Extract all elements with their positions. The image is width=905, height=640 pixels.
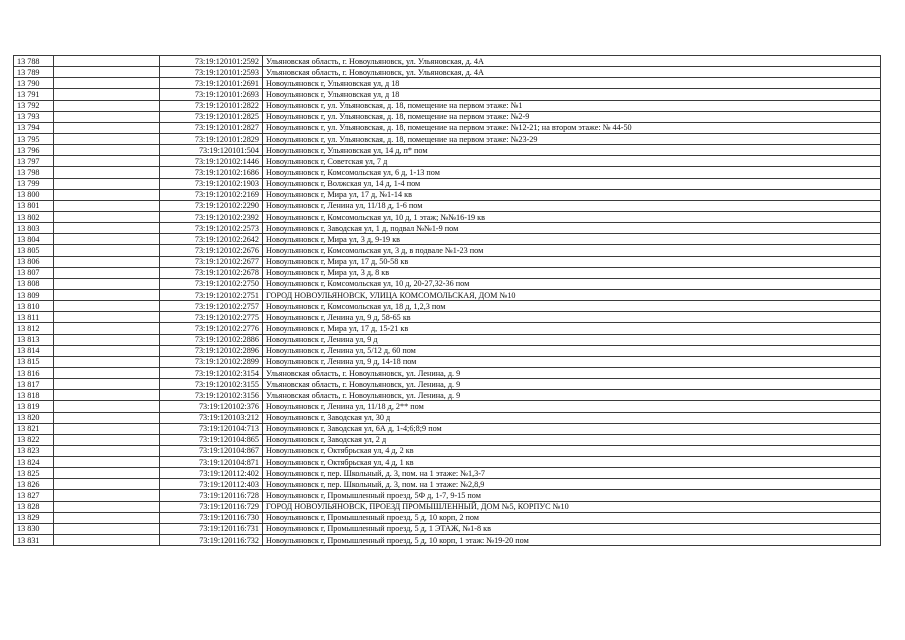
table-row xyxy=(14,234,881,245)
empty-cell xyxy=(54,167,160,178)
row-number-cell: 13 823 xyxy=(14,445,54,456)
empty-cell xyxy=(54,535,160,546)
row-number-cell: 13 822 xyxy=(14,434,54,445)
address-cell: Новоульяновск г, Мира ул, 17 д, 50-58 кв xyxy=(263,256,881,267)
table-row xyxy=(14,501,881,512)
row-number-cell: 13 789 xyxy=(14,67,54,78)
empty-cell xyxy=(54,479,160,490)
cadastral-number-cell: 73:19:120102:2290 xyxy=(160,200,263,211)
empty-cell xyxy=(54,323,160,334)
cadastral-number-cell: 73:19:120102:2775 xyxy=(160,312,263,323)
cadastral-number-cell: 73:19:120102:3155 xyxy=(160,379,263,390)
row-number-cell: 13 820 xyxy=(14,412,54,423)
row-number-cell: 13 815 xyxy=(14,356,54,367)
table-row xyxy=(14,245,881,256)
row-number-cell: 13 805 xyxy=(14,245,54,256)
table-row xyxy=(14,89,881,100)
address-cell: Новоульяновск г, Ленина ул, 11/18 д, 1-6 пом xyxy=(263,200,881,211)
cadastral-number-cell: 73:19:120101:2822 xyxy=(160,100,263,111)
empty-cell xyxy=(54,189,160,200)
row-number-cell: 13 795 xyxy=(14,133,54,144)
cadastral-number-cell: 73:19:120101:2592 xyxy=(160,56,263,67)
cadastral-number-cell: 73:19:120102:2757 xyxy=(160,301,263,312)
address-cell: Новоульяновск г, ул. Ульяновская, д. 18, помещение на первом этаже: №1 xyxy=(263,100,881,111)
table-row xyxy=(14,379,881,390)
table-row xyxy=(14,390,881,401)
address-cell: Новоульяновск г, Волжская ул, 14 д, 1-4 пом xyxy=(263,178,881,189)
row-number-cell: 13 806 xyxy=(14,256,54,267)
cadastral-number-cell: 73:19:120116:729 xyxy=(160,501,263,512)
table-row xyxy=(14,512,881,523)
address-cell: Ульяновская область, г. Новоульяновск, ул. Ленина, д. 9 xyxy=(263,379,881,390)
cadastral-number-cell: 73:19:120102:2678 xyxy=(160,267,263,278)
empty-cell xyxy=(54,468,160,479)
cadastral-number-cell: 73:19:120102:1686 xyxy=(160,167,263,178)
address-cell: Ульяновская область, г. Новоульяновск, ул. Ленина, д. 9 xyxy=(263,390,881,401)
cadastral-number-cell: 73:19:120102:2896 xyxy=(160,345,263,356)
address-cell: Новоульяновск г, Ленина ул, 5/12 д, 60 пом xyxy=(263,345,881,356)
empty-cell xyxy=(54,301,160,312)
empty-cell xyxy=(54,178,160,189)
table-row xyxy=(14,334,881,345)
empty-cell xyxy=(54,334,160,345)
row-number-cell: 13 791 xyxy=(14,89,54,100)
row-number-cell: 13 793 xyxy=(14,111,54,122)
table-row xyxy=(14,535,881,546)
empty-cell xyxy=(54,122,160,133)
cadastral-number-cell: 73:19:120102:3156 xyxy=(160,390,263,401)
row-number-cell: 13 831 xyxy=(14,535,54,546)
empty-cell xyxy=(54,200,160,211)
address-cell: Новоульяновск г, Заводская ул, 1 д, подвал №№1-9 пом xyxy=(263,223,881,234)
address-cell: Новоульяновск г, Ульяновская ул, д 18 xyxy=(263,89,881,100)
row-number-cell: 13 801 xyxy=(14,200,54,211)
row-number-cell: 13 816 xyxy=(14,367,54,378)
table-row xyxy=(14,267,881,278)
cadastral-number-cell: 73:19:120101:2825 xyxy=(160,111,263,122)
table-row xyxy=(14,178,881,189)
empty-cell xyxy=(54,390,160,401)
table-row xyxy=(14,223,881,234)
cadastral-number-cell: 73:19:120116:730 xyxy=(160,512,263,523)
row-number-cell: 13 790 xyxy=(14,78,54,89)
table-row xyxy=(14,468,881,479)
address-cell: Новоульяновск г, Ульяновская ул, 14 д, п* пом xyxy=(263,145,881,156)
empty-cell xyxy=(54,234,160,245)
cadastral-number-cell: 73:19:120104:865 xyxy=(160,434,263,445)
table-row xyxy=(14,356,881,367)
empty-cell xyxy=(54,145,160,156)
table-row xyxy=(14,457,881,468)
cadastral-number-cell: 73:19:120102:2899 xyxy=(160,356,263,367)
empty-cell xyxy=(54,211,160,222)
address-cell: Новоульяновск г, Мира ул, 3 д, 8 кв xyxy=(263,267,881,278)
address-cell: Новоульяновск г, Комсомольская ул, 6 д, 1-13 пом xyxy=(263,167,881,178)
row-number-cell: 13 810 xyxy=(14,301,54,312)
row-number-cell: 13 788 xyxy=(14,56,54,67)
row-number-cell: 13 814 xyxy=(14,345,54,356)
empty-cell xyxy=(54,223,160,234)
address-cell: ГОРОД НОВОУЛЬЯНОВСК, ПРОЕЗД ПРОМЫШЛЕННЫЙ, ДОМ №5, КОРПУС №10 xyxy=(263,501,881,512)
table-row xyxy=(14,111,881,122)
address-cell: Новоульяновск г, Ленина ул, 9 д, 14-18 пом xyxy=(263,356,881,367)
address-cell: Новоульяновск г, Промышленный проезд, 5 д, 10 корп, 1 этаж: №19-20 пом xyxy=(263,535,881,546)
table-row xyxy=(14,67,881,78)
address-cell: Новоульяновск г, Ленина ул, 9 д xyxy=(263,334,881,345)
empty-cell xyxy=(54,445,160,456)
empty-cell xyxy=(54,434,160,445)
table-row xyxy=(14,145,881,156)
cadastral-number-cell: 73:19:120116:732 xyxy=(160,535,263,546)
empty-cell xyxy=(54,501,160,512)
address-cell: Ульяновская область, г. Новоульяновск, ул. Ульяновская, д. 4А xyxy=(263,56,881,67)
empty-cell xyxy=(54,245,160,256)
row-number-cell: 13 803 xyxy=(14,223,54,234)
row-number-cell: 13 802 xyxy=(14,211,54,222)
table-row xyxy=(14,156,881,167)
cadastral-number-cell: 73:19:120102:2750 xyxy=(160,278,263,289)
empty-cell xyxy=(54,67,160,78)
registry-table-body xyxy=(14,56,881,546)
table-row xyxy=(14,200,881,211)
cadastral-number-cell: 73:19:120102:2776 xyxy=(160,323,263,334)
row-number-cell: 13 829 xyxy=(14,512,54,523)
table-row xyxy=(14,490,881,501)
address-cell: Новоульяновск г, Промышленный проезд, 5Ф д, 1-7, 9-15 пом xyxy=(263,490,881,501)
empty-cell xyxy=(54,78,160,89)
empty-cell xyxy=(54,401,160,412)
cadastral-number-cell: 73:19:120101:2829 xyxy=(160,133,263,144)
address-cell: Новоульяновск г, пер. Школьный, д. 3, пом. на 1 этаже: №1,3-7 xyxy=(263,468,881,479)
empty-cell xyxy=(54,379,160,390)
cadastral-number-cell: 73:19:120104:713 xyxy=(160,423,263,434)
cadastral-number-cell: 73:19:120101:2693 xyxy=(160,89,263,100)
address-cell: Новоульяновск г, Комсомольская ул, 10 д, 1 этаж; №№16-19 кв xyxy=(263,211,881,222)
row-number-cell: 13 804 xyxy=(14,234,54,245)
address-cell: ГОРОД НОВОУЛЬЯНОВСК, УЛИЦА КОМСОМОЛЬСКАЯ, ДОМ №10 xyxy=(263,289,881,300)
table-row xyxy=(14,301,881,312)
row-number-cell: 13 830 xyxy=(14,523,54,534)
empty-cell xyxy=(54,256,160,267)
row-number-cell: 13 799 xyxy=(14,178,54,189)
table-row xyxy=(14,523,881,534)
empty-cell xyxy=(54,457,160,468)
table-row xyxy=(14,401,881,412)
cadastral-number-cell: 73:19:120103:212 xyxy=(160,412,263,423)
table-row xyxy=(14,367,881,378)
cadastral-number-cell: 73:19:120116:731 xyxy=(160,523,263,534)
empty-cell xyxy=(54,345,160,356)
table-row xyxy=(14,189,881,200)
table-row xyxy=(14,56,881,67)
row-number-cell: 13 828 xyxy=(14,501,54,512)
cadastral-number-cell: 73:19:120112:402 xyxy=(160,468,263,479)
empty-cell xyxy=(54,56,160,67)
table-row xyxy=(14,312,881,323)
empty-cell xyxy=(54,356,160,367)
cadastral-number-cell: 73:19:120112:403 xyxy=(160,479,263,490)
table-row xyxy=(14,167,881,178)
row-number-cell: 13 818 xyxy=(14,390,54,401)
cadastral-number-cell: 73:19:120102:2676 xyxy=(160,245,263,256)
cadastral-number-cell: 73:19:120102:3154 xyxy=(160,367,263,378)
address-cell: Новоульяновск г, Комсомольская ул, 3 д, в подвале №1-23 пом xyxy=(263,245,881,256)
address-cell: Новоульяновск г, Ульяновская ул, д 18 xyxy=(263,78,881,89)
table-row xyxy=(14,345,881,356)
empty-cell xyxy=(54,523,160,534)
empty-cell xyxy=(54,412,160,423)
address-cell: Новоульяновск г, ул. Ульяновская, д. 18, помещение на первом этаже: №2-9 xyxy=(263,111,881,122)
table-row xyxy=(14,122,881,133)
row-number-cell: 13 792 xyxy=(14,100,54,111)
address-cell: Ульяновская область, г. Новоульяновск, ул. Ленина, д. 9 xyxy=(263,367,881,378)
row-number-cell: 13 813 xyxy=(14,334,54,345)
address-cell: Новоульяновск г, ул. Ульяновская, д. 18, помещение на первом этаже: №23-29 xyxy=(263,133,881,144)
cadastral-number-cell: 73:19:120102:2677 xyxy=(160,256,263,267)
row-number-cell: 13 817 xyxy=(14,379,54,390)
empty-cell xyxy=(54,367,160,378)
address-cell: Новоульяновск г, Промышленный проезд, 5 д, 10 корп, 2 пом xyxy=(263,512,881,523)
table-row xyxy=(14,423,881,434)
table-row xyxy=(14,434,881,445)
address-cell: Новоульяновск г, Комсомольская ул, 18 д, 1,2,3 пом xyxy=(263,301,881,312)
empty-cell xyxy=(54,490,160,501)
row-number-cell: 13 826 xyxy=(14,479,54,490)
cadastral-number-cell: 73:19:120102:1446 xyxy=(160,156,263,167)
row-number-cell: 13 797 xyxy=(14,156,54,167)
table-row xyxy=(14,479,881,490)
address-cell: Новоульяновск г, пер. Школьный, д. 3, пом. на 1 этаже: №2,8,9 xyxy=(263,479,881,490)
row-number-cell: 13 819 xyxy=(14,401,54,412)
address-cell: Новоульяновск г, Комсомольская ул, 10 д, 20-27,32-36 пом xyxy=(263,278,881,289)
address-cell: Новоульяновск г, Промышленный проезд, 5 д, 1 ЭТАЖ, №1-8 кв xyxy=(263,523,881,534)
empty-cell xyxy=(54,312,160,323)
row-number-cell: 13 825 xyxy=(14,468,54,479)
empty-cell xyxy=(54,156,160,167)
empty-cell xyxy=(54,423,160,434)
address-cell: Новоульяновск г, Мира ул, 17 д, 15-21 кв xyxy=(263,323,881,334)
address-cell: Новоульяновск г, Мира ул, 3 д, 9-19 кв xyxy=(263,234,881,245)
cadastral-number-cell: 73:19:120101:2827 xyxy=(160,122,263,133)
address-cell: Новоульяновск г, Заводская ул, 30 д xyxy=(263,412,881,423)
cadastral-number-cell: 73:19:120102:2751 xyxy=(160,289,263,300)
cadastral-number-cell: 73:19:120102:2169 xyxy=(160,189,263,200)
row-number-cell: 13 796 xyxy=(14,145,54,156)
cadastral-number-cell: 73:19:120102:2886 xyxy=(160,334,263,345)
empty-cell xyxy=(54,100,160,111)
table-row xyxy=(14,256,881,267)
empty-cell xyxy=(54,267,160,278)
cadastral-number-cell: 73:19:120104:867 xyxy=(160,445,263,456)
cadastral-number-cell: 73:19:120102:2392 xyxy=(160,211,263,222)
address-cell: Новоульяновск г, Октябрьская ул, 4 д, 1 кв xyxy=(263,457,881,468)
row-number-cell: 13 798 xyxy=(14,167,54,178)
table-row xyxy=(14,323,881,334)
cadastral-number-cell: 73:19:120116:728 xyxy=(160,490,263,501)
empty-cell xyxy=(54,512,160,523)
table-row xyxy=(14,100,881,111)
cadastral-number-cell: 73:19:120102:1903 xyxy=(160,178,263,189)
row-number-cell: 13 812 xyxy=(14,323,54,334)
address-cell: Новоульяновск г, Мира ул, 17 д, №1-14 кв xyxy=(263,189,881,200)
address-cell: Новоульяновск г, Заводская ул, 2 д xyxy=(263,434,881,445)
registry-table xyxy=(13,55,881,546)
row-number-cell: 13 809 xyxy=(14,289,54,300)
row-number-cell: 13 794 xyxy=(14,122,54,133)
empty-cell xyxy=(54,289,160,300)
table-row xyxy=(14,412,881,423)
row-number-cell: 13 800 xyxy=(14,189,54,200)
table-row xyxy=(14,289,881,300)
table-row xyxy=(14,133,881,144)
table-row xyxy=(14,278,881,289)
address-cell: Новоульяновск г, Советская ул, 7 д xyxy=(263,156,881,167)
row-number-cell: 13 811 xyxy=(14,312,54,323)
address-cell: Новоульяновск г, Ленина ул, 11/18 д, 2** пом xyxy=(263,401,881,412)
table-row xyxy=(14,445,881,456)
address-cell: Ульяновская область, г. Новоульяновск, ул. Ульяновская, д. 4А xyxy=(263,67,881,78)
cadastral-number-cell: 73:19:120101:2593 xyxy=(160,67,263,78)
address-cell: Новоульяновск г, Заводская ул, 6А д, 1-4;6;8;9 пом xyxy=(263,423,881,434)
row-number-cell: 13 808 xyxy=(14,278,54,289)
table-row xyxy=(14,78,881,89)
cadastral-number-cell: 73:19:120102:2573 xyxy=(160,223,263,234)
empty-cell xyxy=(54,133,160,144)
cadastral-number-cell: 73:19:120101:504 xyxy=(160,145,263,156)
row-number-cell: 13 807 xyxy=(14,267,54,278)
address-cell: Новоульяновск г, Октябрьская ул, 4 д, 2 кв xyxy=(263,445,881,456)
address-cell: Новоульяновск г, Ленина ул, 9 д, 58-65 кв xyxy=(263,312,881,323)
empty-cell xyxy=(54,111,160,122)
row-number-cell: 13 821 xyxy=(14,423,54,434)
cadastral-number-cell: 73:19:120101:2691 xyxy=(160,78,263,89)
address-cell: Новоульяновск г, ул. Ульяновская, д. 18, помещение на первом этаже: №12-21; на втором этаже: № 44-50 xyxy=(263,122,881,133)
table-row xyxy=(14,211,881,222)
cadastral-number-cell: 73:19:120102:2642 xyxy=(160,234,263,245)
empty-cell xyxy=(54,89,160,100)
empty-cell xyxy=(54,278,160,289)
cadastral-number-cell: 73:19:120102:376 xyxy=(160,401,263,412)
row-number-cell: 13 824 xyxy=(14,457,54,468)
row-number-cell: 13 827 xyxy=(14,490,54,501)
cadastral-number-cell: 73:19:120104:871 xyxy=(160,457,263,468)
